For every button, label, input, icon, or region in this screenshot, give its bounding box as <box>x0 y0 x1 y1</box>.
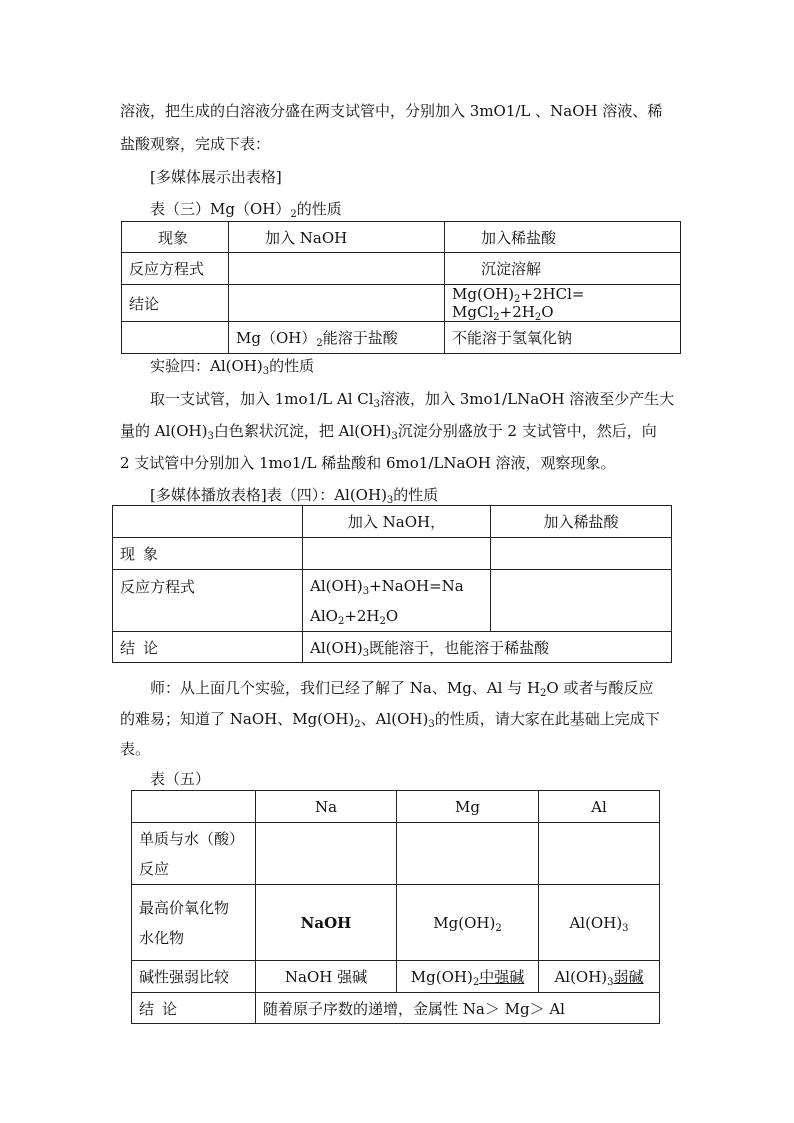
table-header-cell: Na <box>256 791 397 823</box>
table-caption: [多媒体播放表格]表（四）：$Al(OH)_3$的性质 <box>150 486 439 506</box>
table-header-cell: 加入 NaOH， <box>303 506 491 538</box>
table-cell <box>397 823 539 885</box>
table-al-oh3 <box>112 505 672 663</box>
row-label: 反应方程式 <box>113 570 303 632</box>
row-label: 碱性强弱比较 <box>132 961 256 993</box>
paragraph-line: 2 支试管中分别加入 1mo1/L 稀盐酸和 6mo1/LNaOH 溶液，观察现象。 <box>120 454 616 472</box>
table-cell <box>539 823 660 885</box>
paragraph-line: 量的 $Al(OH)_3$白色絮状沉淀，把 $Al(OH)_3$沉淀分别盛放于 2 支试管中，然后，向 <box>120 422 657 442</box>
row-label: 结论 <box>132 993 256 1024</box>
table-cell: $Al(OH)_3$既能溶于，也能溶于稀盐酸 <box>303 632 672 663</box>
table-cell <box>122 322 229 354</box>
table-row <box>122 322 681 354</box>
table-cell: $Mg(OH)_2+2HCl=$ $MgCl_2+2H_2O$ <box>445 285 681 322</box>
table-cell: NaOH 强碱 <box>256 961 397 993</box>
table-mg-oh2 <box>121 221 681 354</box>
table-row <box>132 961 660 993</box>
row-label: 结论 <box>122 285 229 322</box>
table-header-cell: Al <box>539 791 660 823</box>
paragraph-line: 的难易；知道了 NaOH、$Mg(OH)_2$、$Al(OH)_3$的性质，请大家在此基础上完成下 <box>120 710 660 730</box>
table-row <box>122 253 681 285</box>
table-row <box>113 570 672 632</box>
paragraph-line: 表。 <box>120 740 151 758</box>
row-label: 最高价氧化物 水化物 <box>132 885 256 961</box>
table-cell: $Mg(OH)_2$中强碱 <box>397 961 539 993</box>
table-header-cell: 加入 NaOH <box>229 222 445 253</box>
row-label: 单质与水（酸） 反应 <box>132 823 256 885</box>
table-cell <box>491 538 672 570</box>
table-cell: $Mg(OH)_2$ <box>397 885 539 961</box>
table-cell: 不能溶于氢氧化钠 <box>445 322 681 354</box>
table-caption: 表（三）$Mg(OH)_2$的性质 <box>150 200 342 220</box>
table-periodic-comparison <box>131 790 660 1024</box>
table-cell <box>229 253 445 285</box>
table-header-cell <box>113 506 303 538</box>
table-cell <box>256 823 397 885</box>
table-cell: 随着原子序数的递增，金属性 Na＞ Mg＞ Al <box>256 993 660 1024</box>
section-heading: 实验四：$Al(OH)_3$的性质 <box>150 357 315 377</box>
table-header-cell: 加入稀盐酸 <box>445 222 681 253</box>
table-header-cell: 现象 <box>122 222 229 253</box>
paragraph-line: 盐酸观察，完成下表： <box>120 135 271 153</box>
table-cell: NaOH <box>256 885 397 961</box>
table-cell <box>491 570 672 632</box>
table-caption: 表（五） <box>150 770 211 788</box>
table-row <box>132 885 660 961</box>
table-row <box>113 632 672 663</box>
table-row <box>122 222 681 253</box>
table-row <box>122 285 681 322</box>
table-row <box>132 791 660 823</box>
table-row <box>113 506 672 538</box>
row-label: 结论 <box>113 632 303 663</box>
media-note: [多媒体展示出表格] <box>150 168 282 186</box>
row-label: 现象 <box>113 538 303 570</box>
table-cell: $Mg(OH)_2$能溶于盐酸 <box>229 322 445 354</box>
table-cell <box>229 285 445 322</box>
table-row <box>113 538 672 570</box>
table-header-cell <box>132 791 256 823</box>
table-cell: $Al(OH)_3$ <box>539 885 660 961</box>
table-cell: $Al(OH)_3$弱碱 <box>539 961 660 993</box>
table-row <box>132 823 660 885</box>
paragraph-line: 师：从上面几个实验，我们已经了解了 Na、Mg、Al 与 $H_2O$ 或者与酸反应 <box>150 679 654 699</box>
table-row <box>132 993 660 1024</box>
table-cell <box>303 538 491 570</box>
paragraph-line: 取一支试管，加入 1mo1/L Al $Cl_3$溶液，加入 3mo1/LNaOH 溶液至少产生大 <box>150 390 675 410</box>
table-cell: 沉淀溶解 <box>445 253 681 285</box>
table-header-cell: Mg <box>397 791 539 823</box>
table-header-cell: 加入稀盐酸 <box>491 506 672 538</box>
table-cell: $Al(OH)_3+NaOH=Na$ $AlO_2+2H_2O$ <box>303 570 491 632</box>
paragraph-line: 溶液，把生成的白溶液分盛在两支试管中，分别加入 3mO1/L 、NaOH 溶液、稀 <box>120 102 663 120</box>
row-label: 反应方程式 <box>122 253 229 285</box>
